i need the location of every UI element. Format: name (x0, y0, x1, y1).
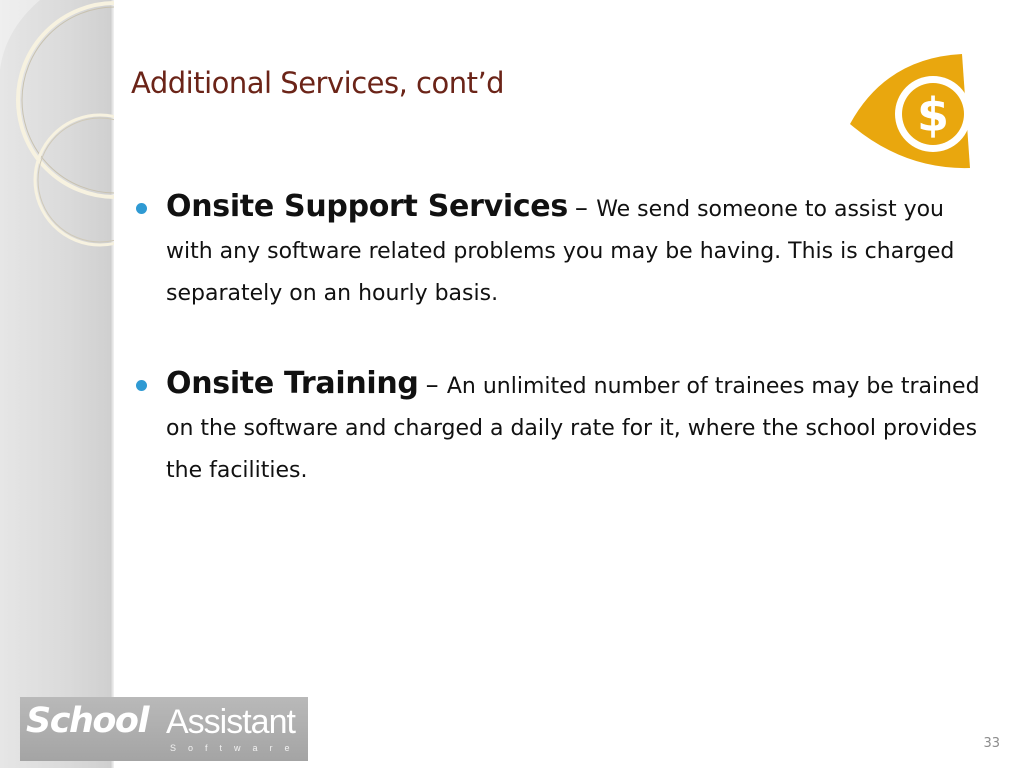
bullet-heading: Onsite Training (166, 366, 419, 401)
svg-text:$: $ (916, 88, 950, 142)
logo-software-text: Software (170, 743, 302, 753)
slide-title: Additional Services, cont’d (131, 66, 505, 100)
bullet-heading: Onsite Support Services (166, 189, 568, 224)
logo-assistant-text: Assistant (166, 703, 295, 741)
decorative-rings (0, 0, 114, 260)
logo-school-text: School (26, 701, 148, 741)
bullet-onsite-support (134, 186, 984, 315)
bullet-list (134, 186, 984, 492)
page-number: 33 (983, 736, 1000, 751)
school-assistant-logo (20, 697, 308, 761)
bullet-dash: – (574, 193, 597, 223)
dollar-eye-icon (846, 52, 976, 176)
bullet-text: An unlimited number of trainees may be trained on the software and charged a daily rate for it, where the school provides the facilities. (166, 374, 980, 483)
bullet-text: We send someone to assist you with any software related problems you may be having. This is charged separately on an hourly basis. (166, 197, 955, 306)
bullet-onsite-training (134, 363, 984, 492)
bullet-dot-icon (136, 203, 147, 214)
bullet-dot-icon (136, 380, 147, 391)
bullet-dash: – (425, 370, 447, 400)
